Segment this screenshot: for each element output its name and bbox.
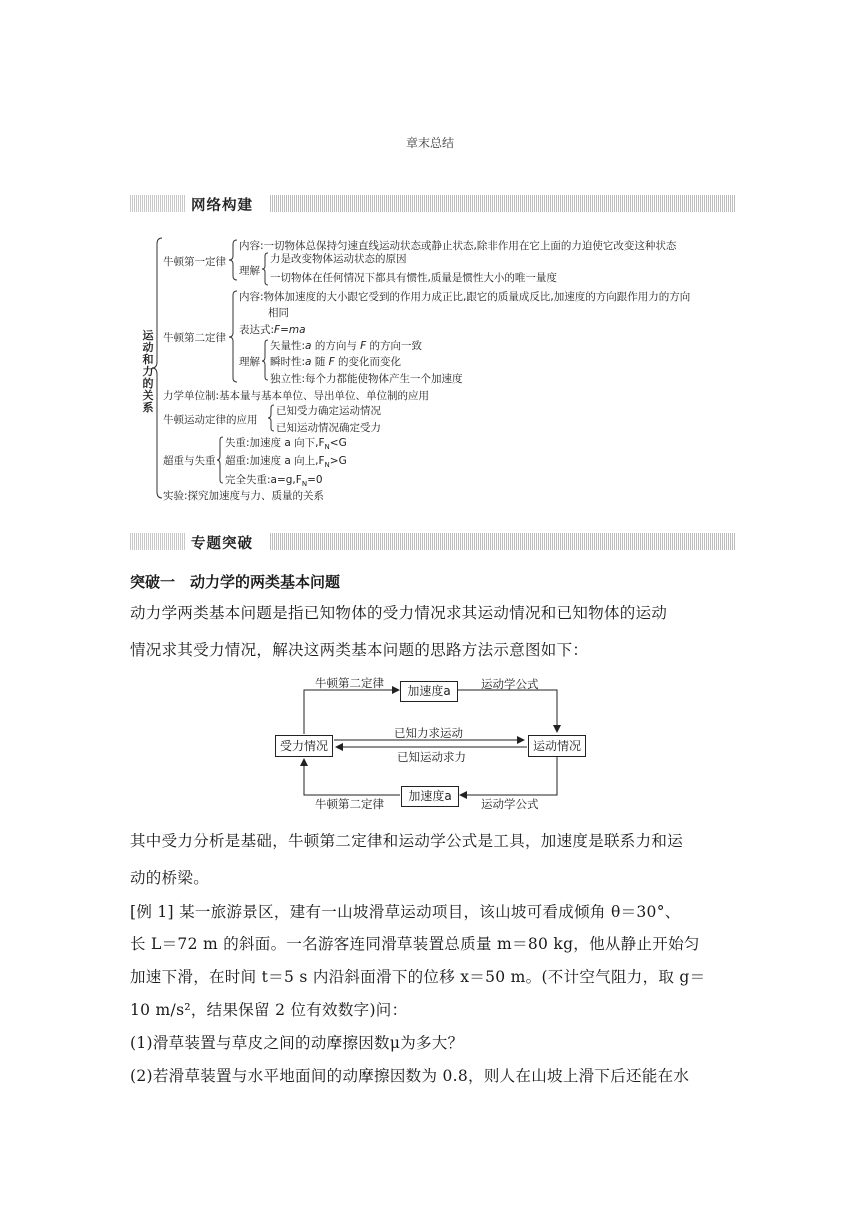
paragraph-line: 其中受力分析是基础，牛顿第二定律和运动学公式是工具，加速度是联系力和运 xyxy=(130,832,684,850)
law1-understand: 理解 xyxy=(239,265,260,277)
label-kinematics-top: 运动学公式 xyxy=(481,677,539,691)
example-line: 10 m/s²，结果保留 2 位有效数字)问： xyxy=(130,1001,408,1019)
topic-heading: 突破一 动力学的两类基本问题 xyxy=(130,573,341,591)
law1-content: 内容:一切物体总保持匀速直线运动状态或静止状态,除非作用在它上面的力迫使它改变这种状态 xyxy=(239,240,677,252)
formula-label: 表达式: xyxy=(239,324,275,336)
law2-u1: 矢量性:a 的方向与 F 的方向一致 xyxy=(270,340,423,352)
paragraph-line: 情况求其受力情况，解决这两类基本问题的思路方法示意图如下： xyxy=(130,641,589,659)
label-newton2-bottom: 牛顿第二定律 xyxy=(315,797,384,811)
box-acceleration-bottom: 加速度a xyxy=(401,786,459,807)
node-law1: 牛顿第一定律 xyxy=(163,256,226,268)
law2-u3: 独立性:每个力都能使物体产生一个加速度 xyxy=(270,373,463,385)
mindmap-root: 运动和力的关系 xyxy=(142,329,154,414)
weight-w1: 失重:加速度 a 向下$,F_N<G$ xyxy=(225,437,347,452)
question-1: (1)滑草装置与草皮之间的动摩擦因数μ为多大？ xyxy=(130,1034,464,1052)
label-force-to-motion: 已知力求运动 xyxy=(394,726,463,740)
law1-u1: 力是改变物体运动状态的原因 xyxy=(270,253,407,265)
section-title: 专题突破 xyxy=(191,536,253,552)
law1-u2: 一切物体在任何情况下都具有惯性,质量是惯性大小的唯一量度 xyxy=(270,272,557,284)
page-title: 章末总结 xyxy=(405,136,454,150)
box-force-state: 受力情况 xyxy=(275,735,333,757)
box-acceleration-top: 加速度a xyxy=(400,681,458,702)
question-2: (2)若滑草装置与水平地面间的动摩擦因数为 0.8，则人在山坡上滑下后还能在水 xyxy=(130,1067,690,1085)
weight-w3: 完全失重$:a=g,F_N=0$ xyxy=(225,474,323,489)
label-motion-to-force: 已知运动求力 xyxy=(397,750,466,764)
node-law2: 牛顿第二定律 xyxy=(163,332,226,344)
paragraph-line: 动力学两类基本问题是指已知物体的受力情况求其运动情况和已知物体的运动 xyxy=(130,604,668,622)
section-title: 网络构建 xyxy=(191,198,253,214)
apply-a1: 已知受力确定运动情况 xyxy=(276,405,381,417)
law2-content: 内容:物体加速度的大小跟它受到的作用力成正比,跟它的质量成反比,加速度的方向跟作用力的方向 xyxy=(239,291,691,303)
node-apply: 牛顿运动定律的应用 xyxy=(163,414,258,426)
node-units: 力学单位制:基本量与基本单位、导出单位、单位制的应用 xyxy=(163,390,430,402)
example-line: [例 1] 某一旅游景区，建有一山坡滑草运动项目，该山坡可看成倾角 θ＝30°、 xyxy=(130,903,681,921)
law2-understand: 理解 xyxy=(239,356,260,368)
box-motion-state: 运动情况 xyxy=(528,735,586,757)
apply-a2: 已知运动情况确定受力 xyxy=(276,422,381,434)
law2-content-cont: 相同 xyxy=(268,307,289,319)
example-line: 加速下滑，在时间 t＝5 s 内沿斜面滑下的位移 x＝50 m。(不计空气阻力，取 g＝ xyxy=(130,968,706,986)
weight-w2: 超重:加速度 a 向上$,F_N>G$ xyxy=(225,455,347,470)
law2-u2: 瞬时性:a 随 F 的变化而变化 xyxy=(270,356,402,368)
paragraph-line: 动的桥梁。 xyxy=(130,869,210,887)
label-newton2-top: 牛顿第二定律 xyxy=(315,676,384,690)
formula: F=ma xyxy=(274,324,306,336)
label-kinematics-bottom: 运动学公式 xyxy=(481,797,539,811)
example-line: 长 L＝72 m 的斜面。一名游客连同滑草装置总质量 m＝80 kg，他从静止开始匀 xyxy=(130,935,700,953)
node-experiment: 实验:探究加速度与力、质量的关系 xyxy=(163,490,325,502)
node-weight: 超重与失重 xyxy=(163,455,216,467)
